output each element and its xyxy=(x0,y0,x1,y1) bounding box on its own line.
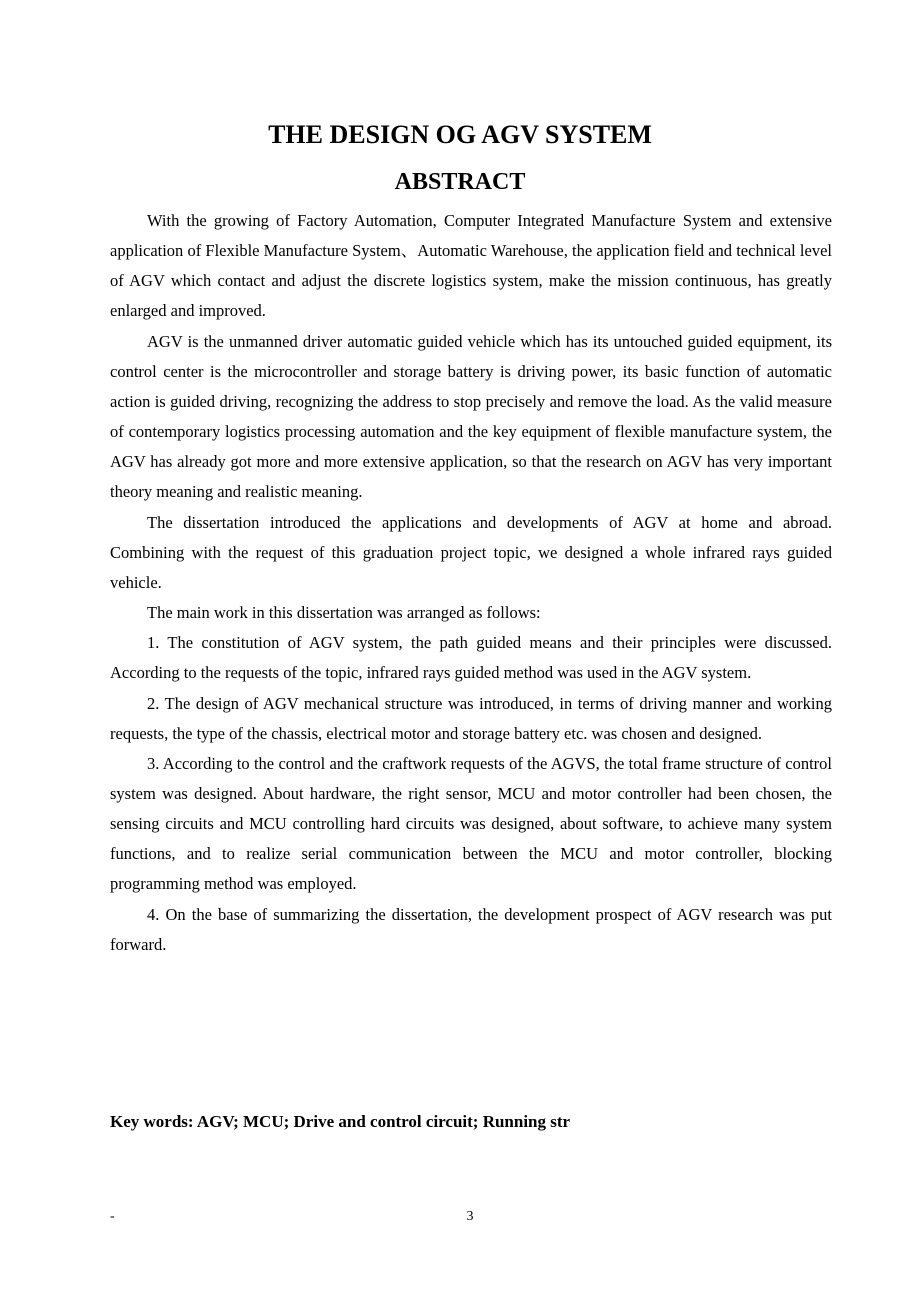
abstract-heading: ABSTRACT xyxy=(394,169,526,195)
abstract-paragraph-4: The main work in this dissertation was arranged as follows: xyxy=(147,603,541,623)
abstract-paragraph-2: AGV is the unmanned driver automatic guided vehicle which has its untouched guided equipment, its control center is the microcontroller and storage battery is driving power, its basic function of automatic action is guided driving, recognizing the address to stop precisely and remove the load. As the valid measure of contemporary logistics processing automation and the key equipment of flexible manufacture system, the AGV has already got more and more extensive application, so that the research on AGV has very important theory meaning and realistic meaning. xyxy=(110,331,832,502)
abstract-paragraph-6: 2. The design of AGV mechanical structure was introduced, in terms of driving manner and working requests, the type of the chassis, electrical motor and storage battery etc. was chosen and designed. xyxy=(110,693,832,743)
document-title: THE DESIGN OG AGV SYSTEM xyxy=(268,120,652,149)
keywords: Key words: AGV; MCU; Drive and control circuit; Running str xyxy=(110,1112,571,1131)
abstract-paragraph-1: With the growing of Factory Automation, Computer Integrated Manufacture System and extensive application of Flexible Manufacture System、Automatic Warehouse, the application field and technical level of AGV which contact and adjust the discrete logistics system, make the mission continuous, has greatly enlarged and improved. xyxy=(110,211,832,321)
abstract-paragraph-5: 1. The constitution of AGV system, the path guided means and their principles were discussed. According to the requests of the topic, infrared rays guided method was used in the AGV system. xyxy=(110,633,832,683)
abstract-paragraph-7: 3. According to the control and the craftwork requests of the AGVS, the total frame structure of control system was designed. About hardware, the right sensor, MCU and motor controller had been chosen, the sensing circuits and MCU controlling hard circuits was designed, about software, to achieve many system functions, and to realize serial communication between the MCU and motor controller, blocking programming method was employed. xyxy=(110,753,832,894)
abstract-body xyxy=(110,206,832,960)
abstract-paragraph-3: The dissertation introduced the applications and developments of AGV at home and abroad. Combining with the request of this graduation project topic, we designed a whole infrared rays guided vehicle. xyxy=(110,512,832,592)
footer-dash: - xyxy=(110,1209,115,1224)
page-number: 3 xyxy=(466,1209,474,1224)
abstract-paragraph-8: 4. On the base of summarizing the dissertation, the development prospect of AGV research was put forward. xyxy=(110,904,832,954)
